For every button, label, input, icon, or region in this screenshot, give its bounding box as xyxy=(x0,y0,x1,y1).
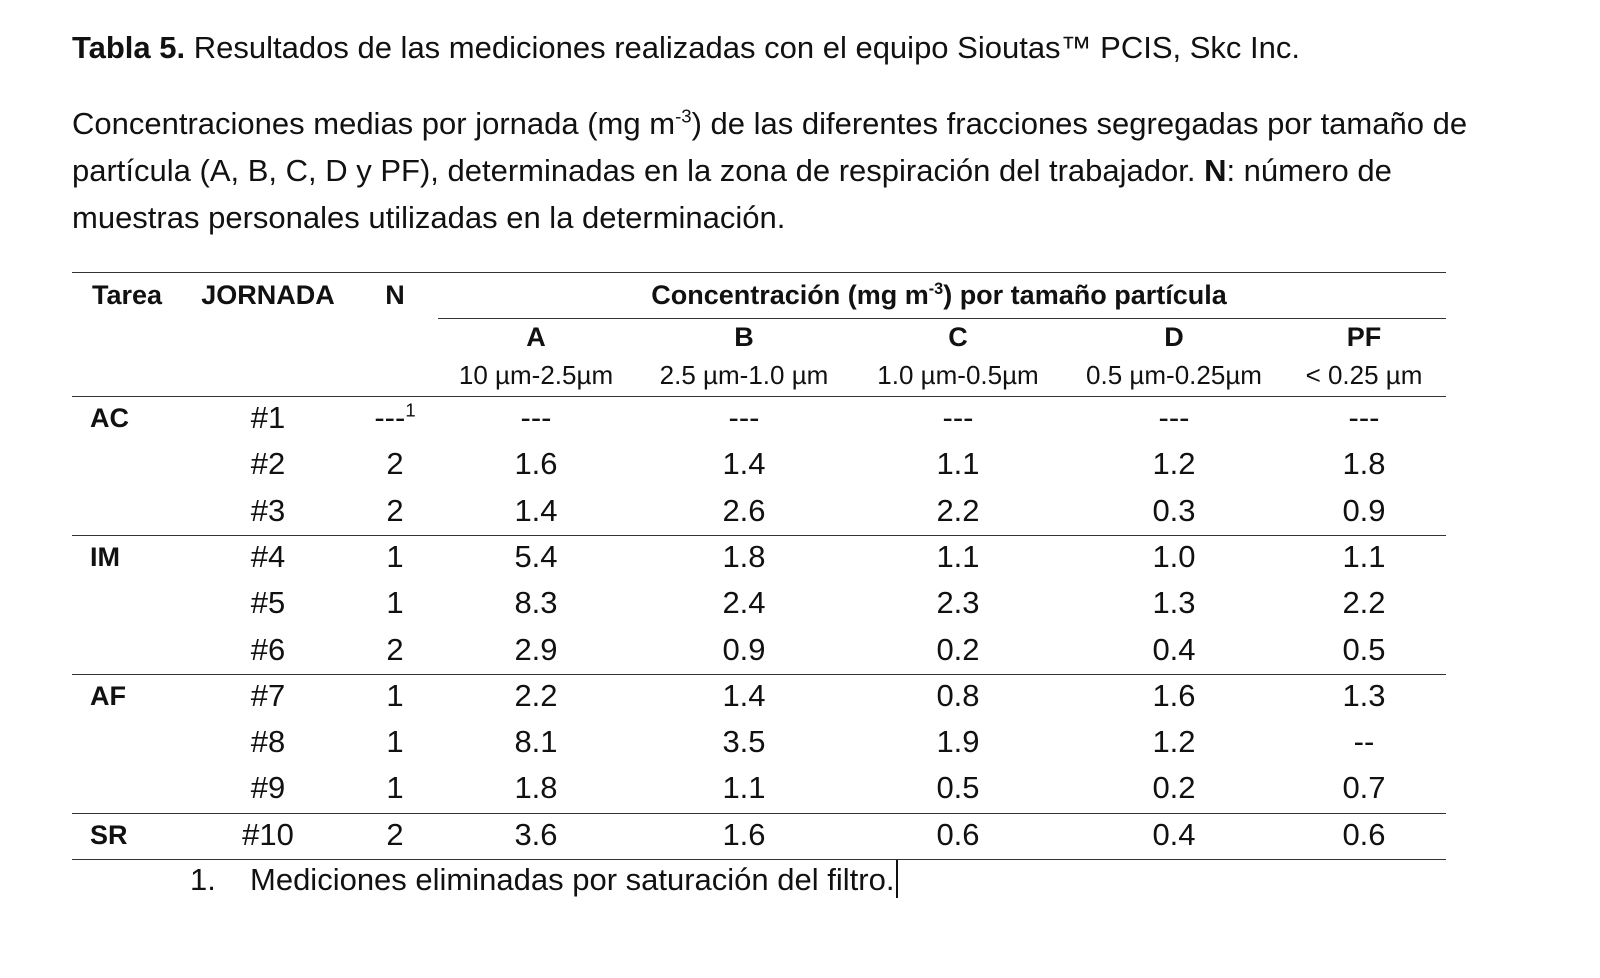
value-cell: 0.4 xyxy=(1152,631,1196,667)
value-cell: 1.2 xyxy=(1152,724,1196,760)
value-cell: 0.5 xyxy=(936,770,980,806)
column-size-range: 10 µm-2.5µm xyxy=(458,360,614,390)
jornada-cell: #2 xyxy=(250,446,286,482)
n-cell xyxy=(386,583,403,623)
value-cell: 2.4 xyxy=(722,585,766,621)
value-cell: --- xyxy=(1158,400,1190,435)
value-cell: 0.2 xyxy=(936,631,980,667)
table-top-rule xyxy=(72,272,1446,273)
value-cell: 1.8 xyxy=(1342,446,1386,482)
n-cell xyxy=(386,630,403,670)
caption-text-1: Concentraciones medias por jornada (mg m xyxy=(72,106,676,141)
group-rule xyxy=(72,813,1446,814)
header-jornada: JORNADA xyxy=(201,280,335,310)
jornada-cell: #6 xyxy=(250,631,286,667)
header-n: N xyxy=(385,280,405,310)
value-cell: 8.3 xyxy=(514,585,558,621)
task-label: AC xyxy=(90,403,129,433)
value-cell: 1.1 xyxy=(1342,538,1386,574)
caption-n-label: N xyxy=(1204,153,1227,188)
footnote xyxy=(190,860,898,900)
caption-text-3: : número de muestras personales utilizadas en la determinación. xyxy=(72,153,1392,235)
value-cell: -- xyxy=(1353,724,1375,760)
value-cell: 0.2 xyxy=(1152,770,1196,806)
value-cell: 2.6 xyxy=(722,492,766,528)
n-value: 2 xyxy=(386,492,404,528)
value-cell: 0.3 xyxy=(1152,492,1196,528)
value-cell: 1.3 xyxy=(1342,677,1386,713)
caption-superscript: -3 xyxy=(675,105,692,127)
jornada-cell: #1 xyxy=(250,400,286,435)
value-cell: 1.4 xyxy=(722,446,766,482)
value-cell: 1.8 xyxy=(722,538,766,574)
jornada-cell: #3 xyxy=(250,492,286,528)
value-cell: 1.6 xyxy=(514,446,558,482)
jornada-cell: #9 xyxy=(250,770,286,806)
header-concentration-superscript: -3 xyxy=(928,280,944,298)
n-value: 1 xyxy=(386,585,404,621)
value-cell: 0.8 xyxy=(936,677,980,713)
value-cell: 1.4 xyxy=(514,492,558,528)
value-cell: --- xyxy=(1348,400,1380,435)
value-cell: 8.1 xyxy=(514,724,558,760)
header-concentration xyxy=(651,278,1226,312)
caption-text-2: ) de las diferentes fracciones segregadas por tamaño de partícula (A, B, C, D y PF), determinadas en la zona de respiración del trabajador. xyxy=(72,106,1468,188)
value-cell: 0.5 xyxy=(1342,631,1386,667)
n-cell xyxy=(386,815,403,855)
n-value: 1 xyxy=(386,538,404,574)
column-label: PF xyxy=(1346,322,1382,352)
column-size-range: 1.0 µm-0.5µm xyxy=(877,360,1039,390)
task-label: AF xyxy=(90,680,126,711)
n-value: 1 xyxy=(386,724,404,760)
column-size-range: < 0.25 µm xyxy=(1305,360,1423,390)
value-cell: 1.6 xyxy=(1152,677,1196,713)
n-value: 2 xyxy=(386,446,404,482)
n-cell xyxy=(386,768,403,808)
table-number: Tabla 5. xyxy=(72,30,186,65)
n-cell xyxy=(386,676,403,716)
n-cell xyxy=(386,722,403,762)
value-cell: 3.5 xyxy=(722,724,766,760)
value-cell: 0.6 xyxy=(936,816,980,852)
header-sub-rule xyxy=(438,318,1446,319)
value-cell: --- xyxy=(728,400,760,435)
value-cell: 1.0 xyxy=(1152,538,1196,574)
value-cell: 1.3 xyxy=(1152,585,1196,621)
value-cell: 0.6 xyxy=(1342,816,1386,852)
value-cell: 1.1 xyxy=(936,446,980,482)
task-label: SR xyxy=(90,819,128,850)
n-value: 1 xyxy=(386,677,404,713)
n-cell xyxy=(386,537,403,577)
n-value: --- xyxy=(374,400,406,435)
jornada-cell: #7 xyxy=(250,677,286,713)
table-title-text: Resultados de las mediciones realizadas con el equipo Sioutas™ PCIS, Skc Inc. xyxy=(185,30,1301,65)
header-concentration-text: Concentración (mg m xyxy=(651,280,929,310)
results-table xyxy=(72,0,1448,978)
value-cell: 2.2 xyxy=(514,677,558,713)
group-rule xyxy=(72,535,1446,536)
column-label: D xyxy=(1164,322,1184,352)
group-rule xyxy=(72,674,1446,675)
column-label: C xyxy=(948,322,968,352)
n-value: 2 xyxy=(386,631,404,667)
column-size-range: 0.5 µm-0.25µm xyxy=(1086,360,1262,390)
jornada-cell: #8 xyxy=(250,724,286,760)
value-cell: 5.4 xyxy=(514,538,558,574)
footnote-number: 1. xyxy=(190,862,216,897)
n-cell xyxy=(386,444,403,484)
value-cell: 1.4 xyxy=(722,677,766,713)
value-cell: 1.8 xyxy=(514,770,558,806)
header-tarea: Tarea xyxy=(91,280,163,310)
value-cell: 2.9 xyxy=(514,631,558,667)
value-cell: --- xyxy=(520,400,552,435)
header-concentration-text-2: ) por tamaño partícula xyxy=(943,280,1227,310)
n-value: 1 xyxy=(386,770,404,806)
value-cell: 2.3 xyxy=(936,585,980,621)
value-cell: 2.2 xyxy=(1342,585,1386,621)
column-label: B xyxy=(734,322,754,352)
jornada-cell: #10 xyxy=(242,816,294,852)
value-cell: 0.9 xyxy=(722,631,766,667)
column-size-range: 2.5 µm-1.0 µm xyxy=(659,360,829,390)
value-cell: 3.6 xyxy=(514,816,558,852)
value-cell: 1.2 xyxy=(1152,446,1196,482)
value-cell: --- xyxy=(942,400,974,435)
value-cell: 1.9 xyxy=(936,724,980,760)
value-cell: 1.6 xyxy=(722,816,766,852)
header-bottom-rule xyxy=(72,396,1446,397)
value-cell: 1.1 xyxy=(722,770,766,806)
value-cell: 0.9 xyxy=(1342,492,1386,528)
jornada-cell: #5 xyxy=(250,585,286,621)
n-cell xyxy=(386,491,403,531)
footnote-text: Mediciones eliminadas por saturación del filtro. xyxy=(250,862,895,897)
column-label: A xyxy=(526,322,546,352)
value-cell: 2.2 xyxy=(936,492,980,528)
jornada-cell: #4 xyxy=(250,538,286,574)
n-value: 2 xyxy=(386,816,404,852)
value-cell: 0.4 xyxy=(1152,816,1196,852)
task-label: IM xyxy=(90,541,120,572)
value-cell: 1.1 xyxy=(936,538,980,574)
text-cursor xyxy=(896,860,898,898)
n-cell xyxy=(374,398,415,438)
value-cell: 0.7 xyxy=(1342,770,1386,806)
footnote-marker: 1 xyxy=(405,399,416,421)
